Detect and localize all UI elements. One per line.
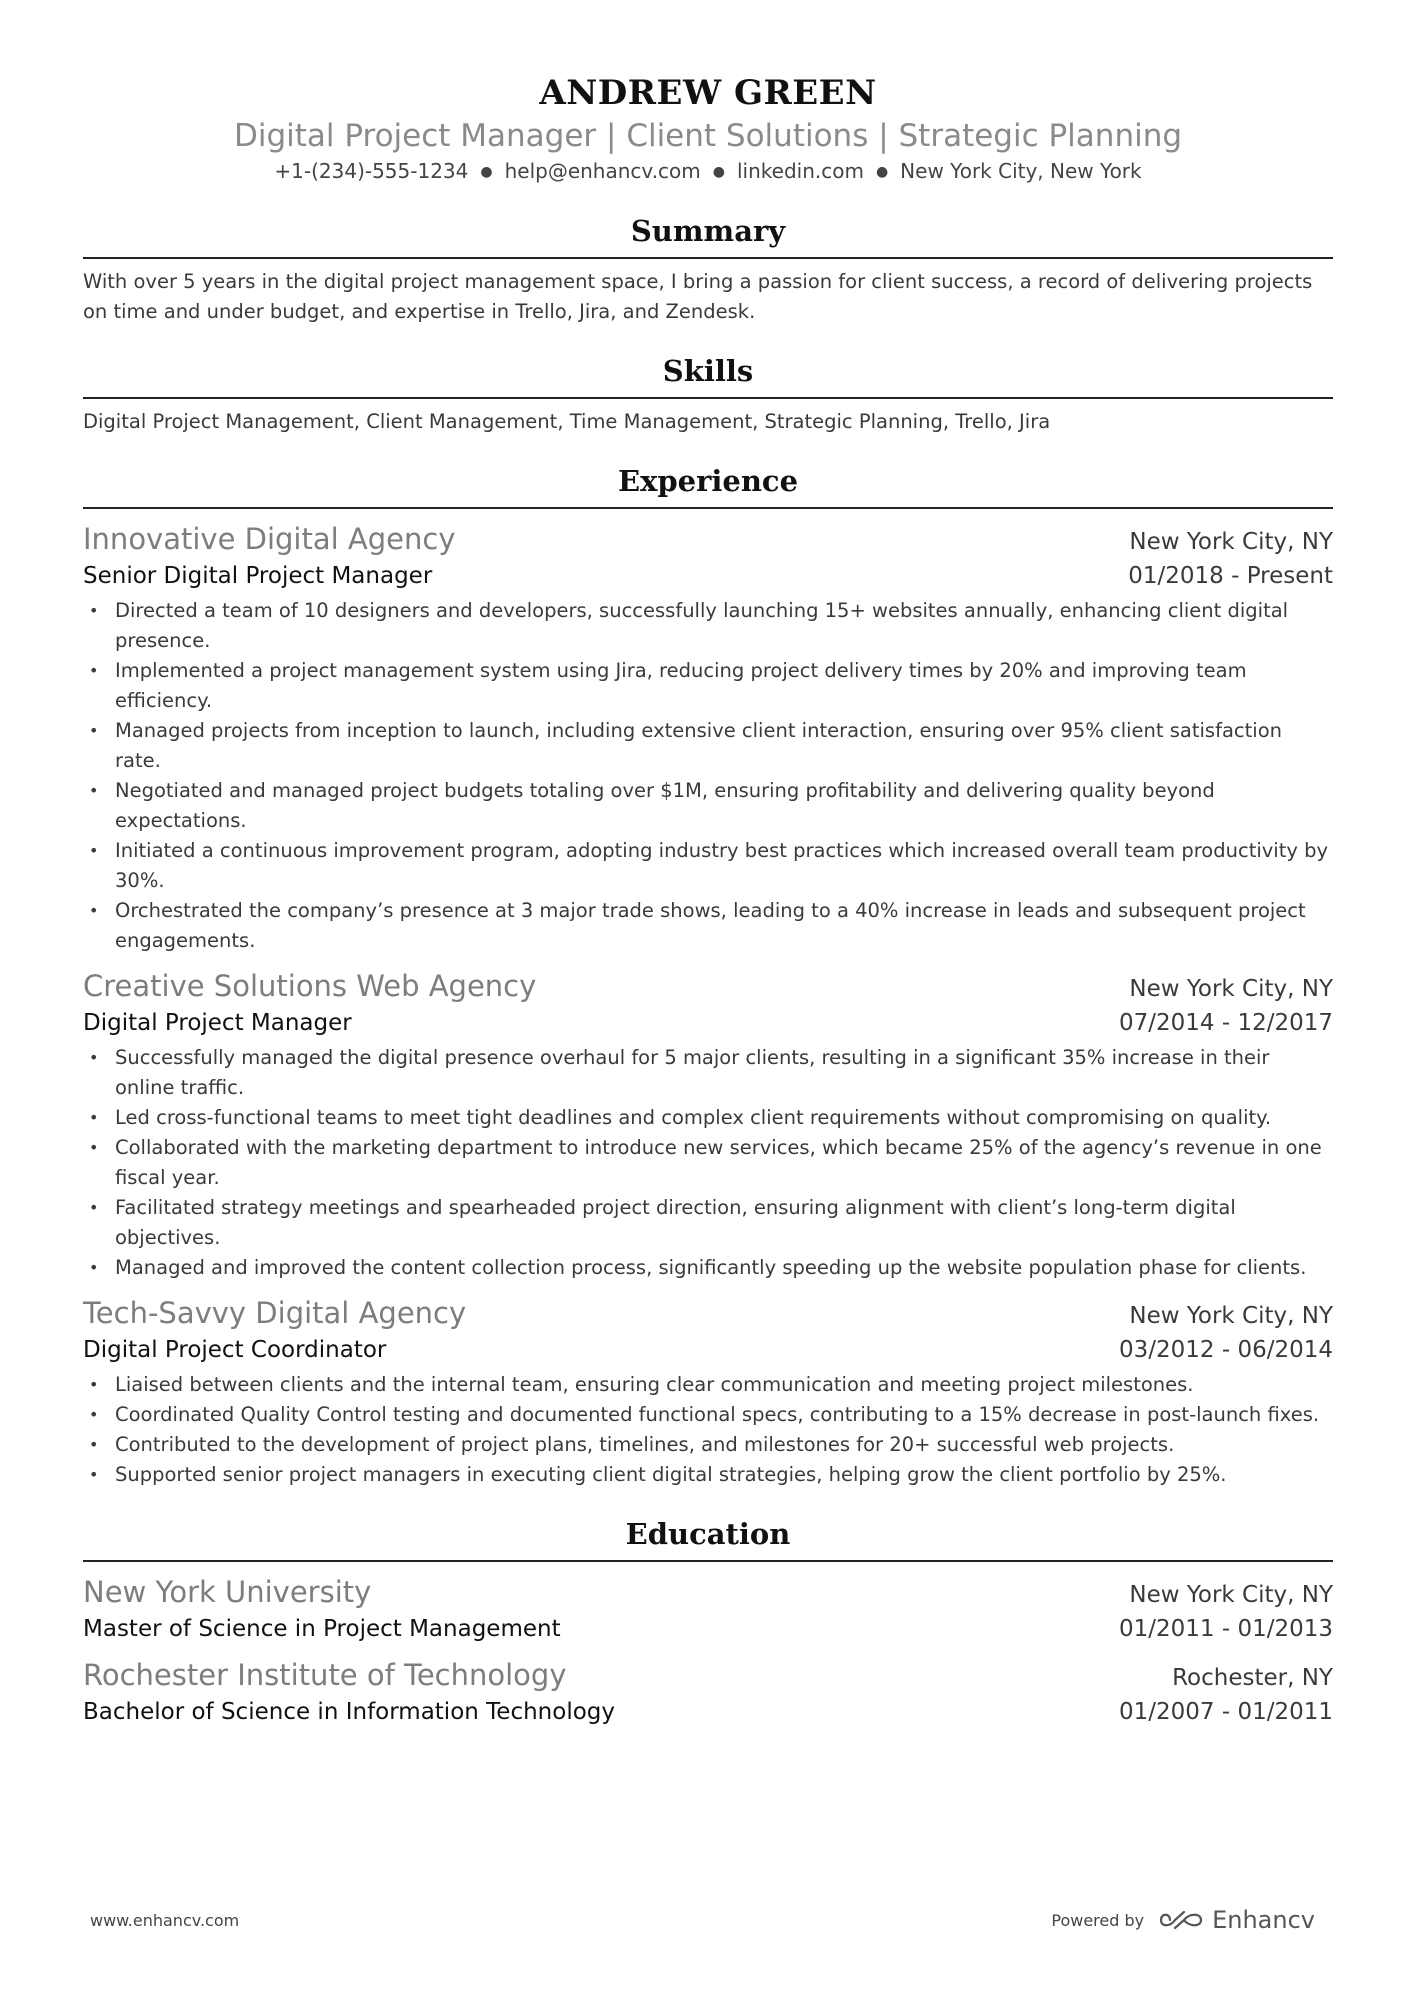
job-bullets — [83, 1043, 1333, 1283]
bullet-separator: ● — [875, 164, 889, 180]
company-name: Creative Solutions Web Agency — [83, 969, 537, 1003]
enhancv-brand[interactable] — [1158, 1906, 1315, 1934]
job-bullets — [83, 1370, 1333, 1490]
footer — [90, 1906, 1315, 1934]
contact-linkedin[interactable]: linkedin.com — [736, 159, 864, 183]
job-title: Digital Project Coordinator — [83, 1337, 387, 1363]
experience-entry — [83, 519, 1333, 956]
company-name: Innovative Digital Agency — [83, 522, 456, 556]
school-name: Rochester Institute of Technology — [83, 1658, 567, 1692]
headline: Digital Project Manager | Client Solutions | Strategic Planning — [233, 118, 1183, 154]
skills-text: Digital Project Management, Client Management, Time Management, Strategic Planning, Trello, Jira — [83, 410, 1051, 433]
experience-entry — [83, 966, 1333, 1283]
bullet-item: • Contributed to the development of project plans, timelines, and milestones for 20+ successful web projects. — [83, 1430, 1333, 1460]
degree: Bachelor of Science in Information Technology — [83, 1699, 615, 1725]
bullet-item: • Managed projects from inception to launch, including extensive client interaction, ensuring over 95% client satisfaction rate. — [83, 716, 1333, 776]
job-location: New York City, NY — [1129, 1303, 1333, 1329]
job-location: New York City, NY — [1129, 529, 1333, 555]
powered-by — [1051, 1906, 1315, 1934]
job-dates: 07/2014 - 12/2017 — [1118, 1010, 1333, 1036]
contact-line — [83, 156, 1333, 187]
infinity-logo-icon — [1158, 1909, 1204, 1931]
school-dates: 01/2011 - 01/2013 — [1118, 1616, 1333, 1642]
school-location: New York City, NY — [1129, 1582, 1333, 1608]
experience-entry — [83, 1293, 1333, 1490]
contact-email[interactable]: help@enhancv.com — [504, 159, 701, 183]
job-title: Senior Digital Project Manager — [83, 563, 433, 589]
bullet-item: • Successfully managed the digital presence overhaul for 5 major clients, resulting in a significant 35% increase in their online traffic. — [83, 1043, 1333, 1103]
job-dates: 03/2012 - 06/2014 — [1118, 1337, 1333, 1363]
bullet-item: • Supported senior project managers in executing client digital strategies, helping grow the client portfolio by 25%. — [83, 1460, 1333, 1490]
bullet-item: • Negotiated and managed project budgets totaling over $1M, ensuring profitability and delivering quality beyond expectations. — [83, 776, 1333, 836]
brand-name: Enhancv — [1212, 1906, 1315, 1934]
bullet-item: • Initiated a continuous improvement program, adopting industry best practices which increased overall team productivity by 30%. — [83, 836, 1333, 896]
company-name: Tech-Savvy Digital Agency — [83, 1296, 467, 1330]
experience-heading: Experience — [83, 461, 1333, 509]
job-title: Digital Project Manager — [83, 1010, 352, 1036]
candidate-name: ANDREW GREEN — [539, 73, 877, 113]
bullet-item: • Orchestrated the company’s presence at 3 major trade shows, leading to a 40% increase in leads and subsequent project engagements. — [83, 896, 1333, 956]
job-bullets — [83, 596, 1333, 956]
job-dates: 01/2018 - Present — [1128, 563, 1333, 589]
education-entry — [83, 1572, 1333, 1645]
bullet-item: • Led cross-functional teams to meet tight deadlines and complex client requirements without compromising on quality. — [83, 1103, 1333, 1133]
school-location: Rochester, NY — [1172, 1665, 1333, 1691]
skills-heading: Skills — [83, 351, 1333, 399]
bullet-item: • Coordinated Quality Control testing and documented functional specs, contributing to a 15% decrease in post-launch fixes. — [83, 1400, 1333, 1430]
summary-heading: Summary — [83, 211, 1333, 259]
powered-by-label: Powered by — [1051, 1910, 1145, 1930]
bullet-separator: ● — [712, 164, 725, 180]
resume-page — [83, 70, 1333, 1728]
job-location: New York City, NY — [1129, 976, 1333, 1002]
education-entry — [83, 1655, 1333, 1728]
education-heading: Education — [83, 1514, 1333, 1562]
bullet-item: • Managed and improved the content collection process, significantly speeding up the website population phase for clients. — [83, 1253, 1333, 1283]
bullet-item: • Facilitated strategy meetings and spearheaded project direction, ensuring alignment with client’s long-term digital objectives. — [83, 1193, 1333, 1253]
summary-text: With over 5 years in the digital project management space, I bring a passion for client success, a record of delivering projects on time and under budget, and expertise in Trello, Jira, and Zendesk. — [83, 270, 1313, 323]
bullet-item: • Implemented a project management system using Jira, reducing project delivery times by 20% and improving team efficiency. — [83, 656, 1333, 716]
school-dates: 01/2007 - 01/2011 — [1118, 1699, 1333, 1725]
bullet-item: • Directed a team of 10 designers and developers, successfully launching 15+ websites annually, enhancing client digital presence. — [83, 596, 1333, 656]
contact-location: New York City, New York — [900, 159, 1142, 183]
contact-phone: +1-(234)-555-1234 — [274, 159, 469, 183]
school-name: New York University — [83, 1575, 372, 1609]
bullet-item: • Collaborated with the marketing department to introduce new services, which became 25% of the agency’s revenue in one fiscal year. — [83, 1133, 1333, 1193]
bullet-item: • Liaised between clients and the internal team, ensuring clear communication and meeting project milestones. — [83, 1370, 1333, 1400]
footer-website-link[interactable]: www.enhancv.com — [90, 1910, 240, 1930]
degree: Master of Science in Project Management — [83, 1616, 561, 1642]
bullet-separator: ● — [480, 164, 493, 180]
